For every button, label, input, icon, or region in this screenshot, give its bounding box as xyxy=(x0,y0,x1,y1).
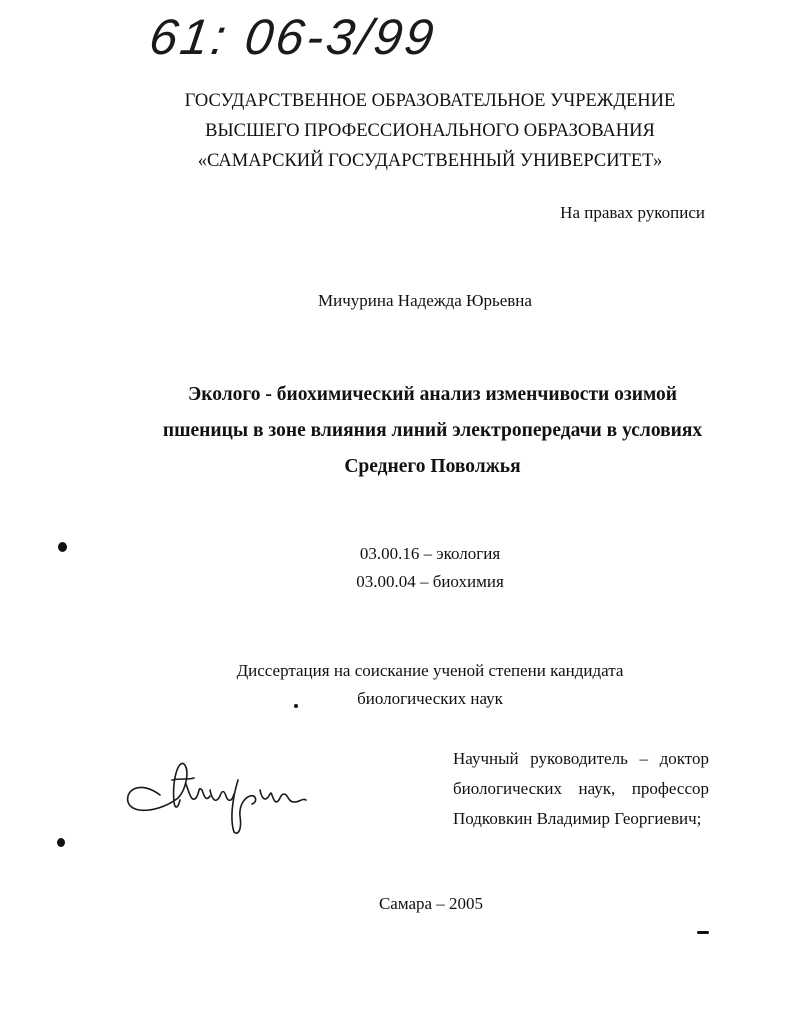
institution-header xyxy=(130,86,730,176)
scan-mark xyxy=(294,704,298,708)
author-signature xyxy=(120,750,320,840)
scan-mark xyxy=(57,838,65,847)
specialty-biochemistry: 03.00.04 – биохимия xyxy=(356,572,504,591)
degree-line-2: биологических наук xyxy=(357,689,503,708)
title-line-1: Эколого - биохимический анализ изменчивости озимой xyxy=(188,384,677,405)
city-year: Самара – 2005 xyxy=(378,894,484,913)
supervisor-line-2: биологических наук, профессор xyxy=(453,779,709,798)
specialties xyxy=(300,540,560,596)
supervisor-block xyxy=(453,744,709,834)
supervisor-line-1: Научный руководитель – доктор xyxy=(453,749,709,768)
manuscript-rights: На правах рукописи xyxy=(560,203,705,222)
supervisor-line-3: Подковкин Владимир Георгиевич; xyxy=(453,809,702,828)
author-name: Мичурина Надежда Юрьевна xyxy=(318,291,532,310)
institution-line-1: ГОСУДАРСТВЕННОЕ ОБРАЗОВАТЕЛЬНОЕ УЧРЕЖДЕНИЕ xyxy=(184,91,676,111)
degree-line-1: Диссертация на соискание ученой степени кандидата xyxy=(236,661,624,680)
dissertation-title xyxy=(70,377,795,485)
scan-mark xyxy=(697,931,709,934)
institution-line-3: «САМАРСКИЙ ГОСУДАРСТВЕННЫЙ УНИВЕРСИТЕТ» xyxy=(197,151,663,171)
title-line-2: пшеницы в зоне влияния линий электропередачи в условиях xyxy=(162,420,703,441)
title-line-3: Среднего Поволжья xyxy=(344,456,521,477)
dissertation-degree xyxy=(180,657,680,713)
handwritten-archive-code: 61: 06-3/99 xyxy=(146,9,440,65)
scan-mark xyxy=(58,542,67,552)
institution-line-2: ВЫСШЕГО ПРОФЕССИОНАЛЬНОГО ОБРАЗОВАНИЯ xyxy=(205,121,655,141)
specialty-ecology: 03.00.16 – экология xyxy=(359,544,501,563)
